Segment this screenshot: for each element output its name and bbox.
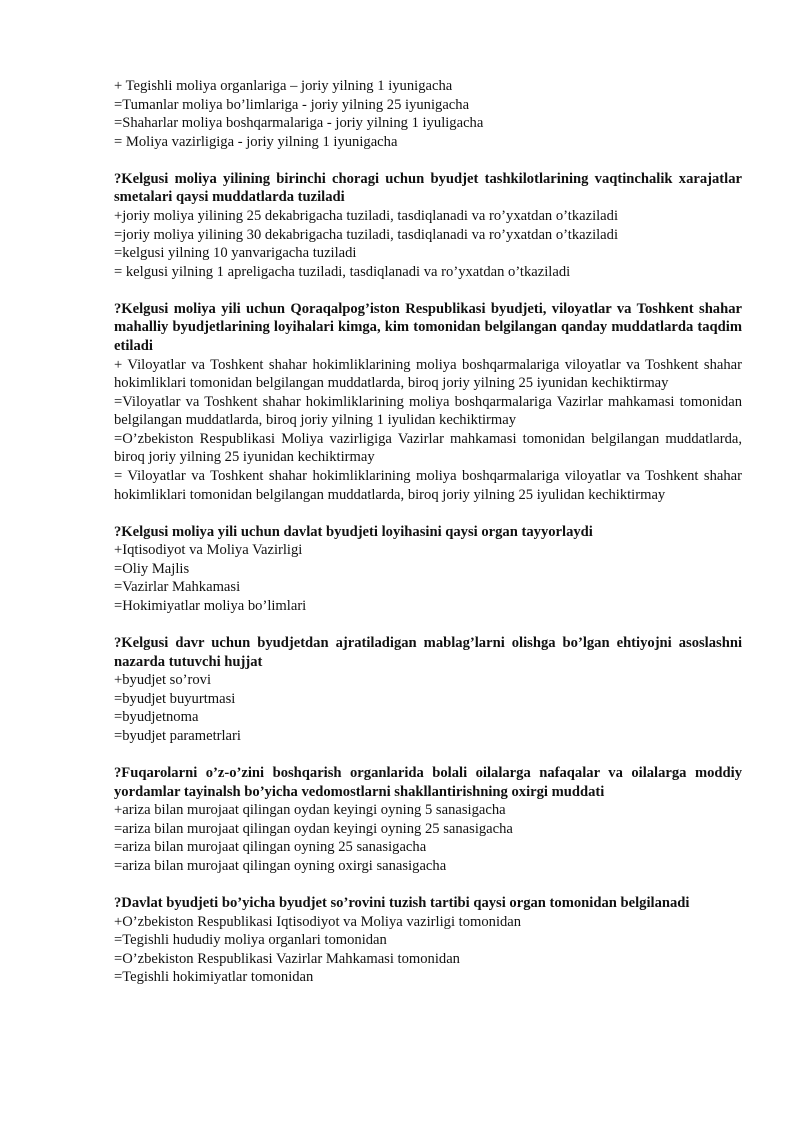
answer-line: =byudjet parametrlari: [114, 727, 241, 744]
answer-line: = Viloyatlar va Toshkent shahar hokimliklarining moliya boshqarmalariga viloyatlar va Toshkent shahar hokimliklari tomonidan belgilangan muddatlarda, biroq joriy yilning 25 iyulidan kechiktirmay: [114, 468, 742, 503]
answer-line: = kelgusi yilning 1 apreligacha tuziladi, tasdiqlanadi va ro’yxatdan o’tkaziladi: [114, 263, 571, 280]
answer-line: =Vazirlar Mahkamasi: [114, 579, 241, 596]
answer-line: + Tegishli moliya organlariga – joriy yilning 1 iyunigacha: [114, 78, 453, 94]
answer-line: =ariza bilan murojaat qilingan oydan keyingi oyning 25 sanasigacha: [114, 820, 513, 837]
leading-answers-block: [114, 77, 742, 151]
answer-line: =Hokimiyatlar moliya bo’limlari: [114, 598, 307, 615]
question-block: [114, 894, 742, 987]
question-block: [114, 170, 742, 282]
question-text: ?Davlat byudjeti bo’yicha byudjet so’rovini tuzish tartibi qaysi organ tomonidan belgilanadi: [114, 894, 690, 911]
answer-line: =Tegishli hududiy moliya organlari tomonidan: [114, 932, 387, 949]
question-block: [114, 300, 742, 505]
answer-line: =kelgusi yilning 10 yanvarigacha tuziladi: [114, 245, 357, 262]
answer-line: +joriy moliya yilining 25 dekabrigacha tuziladi, tasdiqlanadi va ro’yxatdan o’tkaziladi: [114, 207, 619, 224]
question-block: [114, 523, 742, 616]
answer-line: =Tegishli hokimiyatlar tomonidan: [114, 969, 314, 986]
question-block: [114, 634, 742, 746]
question-text: ?Fuqarolarni o’z-o’zini boshqarish organlarida bolali oilalarga nafaqalar va oilalarga moddiy yordamlar tayinalsh bo’yicha vedomostlarni shakllantirishning oxirgi muddati: [114, 764, 742, 800]
answer-line: =Oliy Majlis: [114, 560, 190, 577]
answer-line: =byudjet buyurtmasi: [114, 690, 236, 707]
answer-line: =Tumanlar moliya bo’limlariga - joriy yilning 25 iyunigacha: [114, 96, 470, 113]
answer-line: + Viloyatlar va Toshkent shahar hokimliklarining moliya boshqarmalariga viloyatlar va Toshkent shahar hokimliklari tomonidan belgilangan muddatlarda, biroq joriy yilning 25 iyunidan kechiktirmay: [114, 356, 742, 392]
document-page: [114, 77, 742, 1005]
answer-line: =Shaharlar moliya boshqarmalariga - joriy yilning 1 iyuligacha: [114, 115, 484, 132]
answer-line: =O’zbekiston Respublikasi Moliya vazirligiga Vazirlar mahkamasi tomonidan belgilangan muddatlarda, biroq joriy yilning 25 iyunidan kechiktirmay: [114, 430, 742, 466]
answer-line: =joriy moliya yilining 30 dekabrigacha tuziladi, tasdiqlanadi va ro’yxatdan o’tkaziladi: [114, 226, 619, 243]
question-block: [114, 764, 742, 876]
answer-line: =byudjetnoma: [114, 709, 199, 726]
answer-line: +O’zbekiston Respublikasi Iqtisodiyot va Moliya vazirligi tomonidan: [114, 913, 522, 930]
answer-line: +byudjet so’rovi: [114, 672, 211, 689]
answer-line: +Iqtisodiyot va Moliya Vazirligi: [114, 542, 303, 559]
answer-line: =Viloyatlar va Toshkent shahar hokimliklarining moliya boshqarmalariga Vazirlar mahkamasi tomonidan belgilangan muddatlarda, biroq joriy yilning 1 iyulidan kechiktirmay: [114, 393, 742, 429]
answer-line: = Moliya vazirligiga - joriy yilning 1 iyunigacha: [114, 133, 398, 150]
question-text: ?Kelgusi davr uchun byudjetdan ajratiladigan mablag’larni olishga bo’lgan ehtiyojni asoslashni nazarda tutuvchi hujjat: [114, 635, 742, 670]
question-text: ?Kelgusi moliya yili uchun Qoraqalpog’iston Respublikasi byudjeti, viloyatlar va Toshkent shahar mahalliy byudjetlarining loyihalari kimga, kim tomonidan belgilangan qanday muddatlarda taqdim etiladi: [114, 300, 742, 354]
answer-line: =O’zbekiston Respublikasi Vazirlar Mahkamasi tomonidan: [114, 950, 460, 967]
answer-line: +ariza bilan murojaat qilingan oydan keyingi oyning 5 sanasigacha: [114, 802, 506, 819]
question-text: ?Kelgusi moliya yili uchun davlat byudjeti loyihasini qaysi organ tayyorlaydi: [114, 523, 593, 540]
question-text: ?Kelgusi moliya yilining birinchi choragi uchun byudjet tashkilotlarining vaqtinchalik xarajatlar smetalari qaysi muddatlarda tuziladi: [114, 170, 742, 206]
answer-line: =ariza bilan murojaat qilingan oyning oxirgi sanasigacha: [114, 857, 447, 874]
answer-line: =ariza bilan murojaat qilingan oyning 25 sanasigacha: [114, 839, 427, 856]
